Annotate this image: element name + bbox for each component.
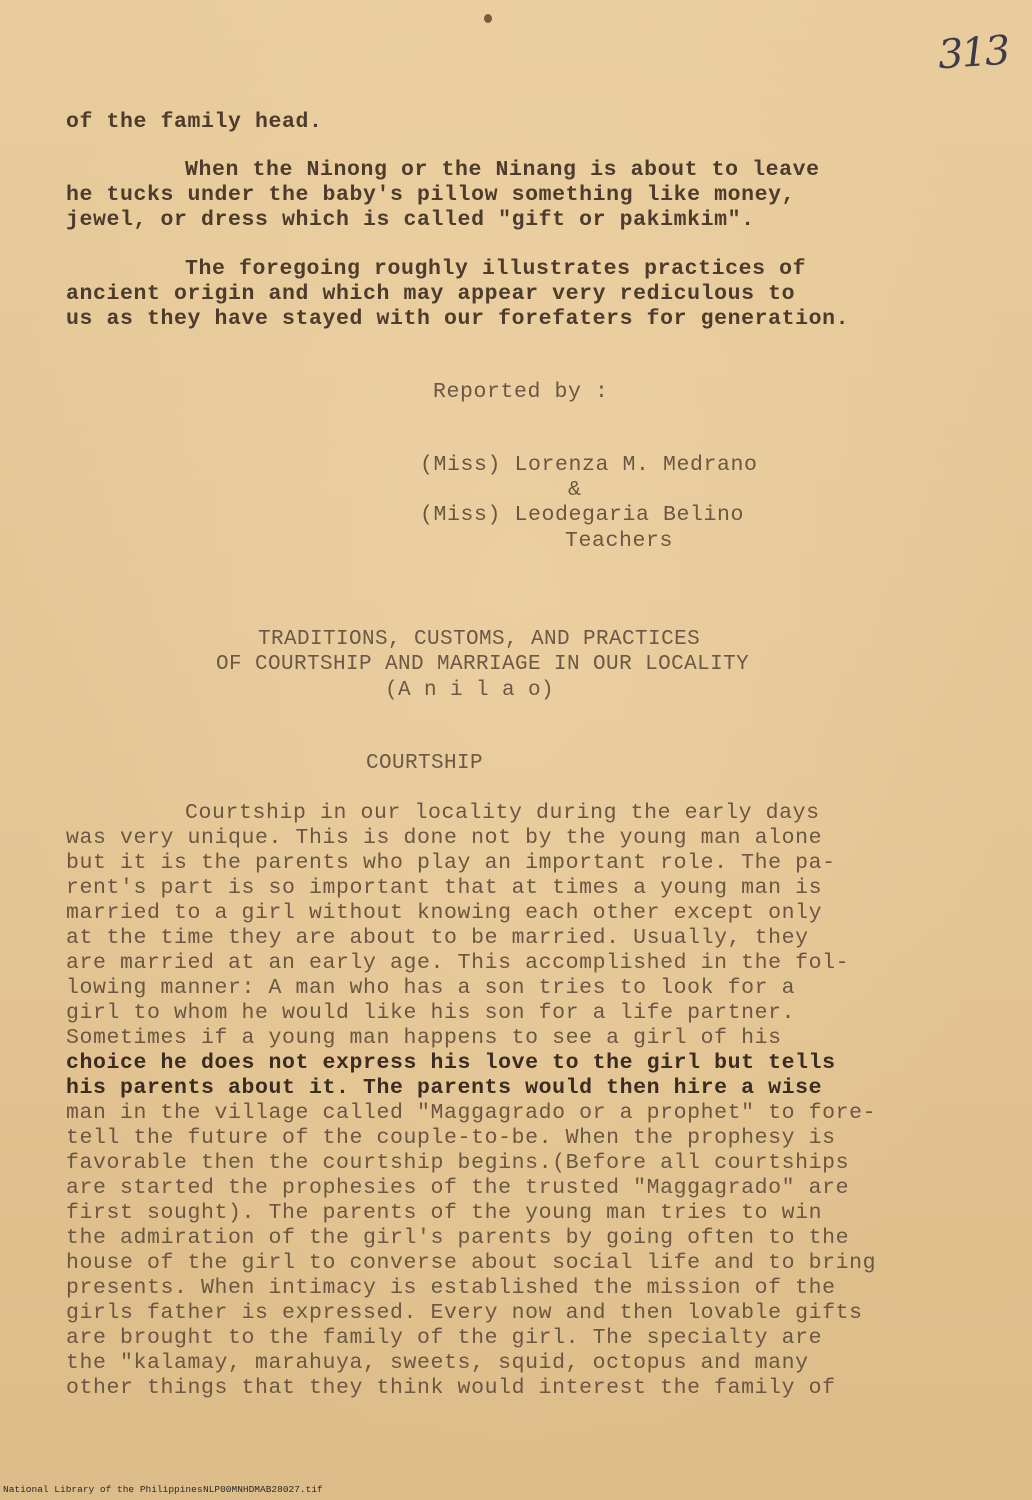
- footer-library: National Library of the Philippines: [3, 1484, 203, 1495]
- courtship-line: man in the village called "Maggagrado or a prophet" to fore-: [66, 1101, 877, 1125]
- courtship-line: house of the girl to converse about social life and to bring: [66, 1251, 877, 1275]
- paragraph1-line: When the Ninong or the Ninang is about to leave: [185, 158, 820, 182]
- paragraph2-line: The foregoing roughly illustrates practices of: [185, 257, 807, 281]
- reporter-name-1: (Miss) Lorenza M. Medrano: [420, 453, 758, 477]
- courtship-line: married to a girl without knowing each other except only: [66, 901, 823, 925]
- courtship-line: other things that they think would interest the family of: [66, 1376, 836, 1400]
- courtship-line: tell the future of the couple-to-be. When the prophesy is: [66, 1126, 836, 1150]
- section-heading: COURTSHIP: [366, 752, 484, 775]
- paragraph1-line: jewel, or dress which is called "gift or pakimkim".: [66, 208, 755, 232]
- intro-line: of the family head.: [66, 110, 323, 134]
- footer-filename: NLP00MNHDMAB28027.tif: [203, 1484, 323, 1495]
- courtship-line: at the time they are about to be married. Usually, they: [66, 926, 809, 950]
- courtship-line: are married at an early age. This accomplished in the fol-: [66, 951, 850, 975]
- reported-by-label: Reported by :: [433, 380, 609, 404]
- ink-spot: [484, 14, 492, 23]
- courtship-line: Sometimes if a young man happens to see a girl of his: [66, 1026, 782, 1050]
- handwritten-page-number: 313: [936, 27, 1010, 79]
- courtship-line: girls father is expressed. Every now and then lovable gifts: [66, 1301, 863, 1325]
- reporter-name-2: (Miss) Leodegaria Belino: [420, 503, 745, 527]
- courtship-line: his parents about it. The parents would then hire a wise: [66, 1076, 823, 1100]
- courtship-line: favorable then the courtship begins.(Before all courtships: [66, 1151, 850, 1175]
- courtship-line: Courtship in our locality during the early days: [185, 801, 820, 825]
- reporter-ampersand: &: [568, 478, 582, 502]
- courtship-line: rent's part is so important that at times a young man is: [66, 876, 823, 900]
- courtship-line: choice he does not express his love to the girl but tells: [66, 1051, 836, 1075]
- courtship-line: the "kalamay, marahuya, sweets, squid, octopus and many: [66, 1351, 809, 1375]
- title-line-2: OF COURTSHIP AND MARRIAGE IN OUR LOCALITY: [216, 653, 750, 676]
- paragraph1-line: he tucks under the baby's pillow something like money,: [66, 183, 796, 207]
- courtship-line: lowing manner: A man who has a son tries to look for a: [66, 976, 796, 1000]
- courtship-line: the admiration of the girl's parents by going often to the: [66, 1226, 850, 1250]
- courtship-line: girl to whom he would like his son for a life partner.: [66, 1001, 796, 1025]
- courtship-line: was very unique. This is done not by the young man alone: [66, 826, 823, 850]
- title-line-1: TRADITIONS, CUSTOMS, AND PRACTICES: [258, 628, 701, 651]
- title-line-3: (A n i l a o): [385, 679, 555, 702]
- reporter-role: Teachers: [565, 529, 674, 553]
- courtship-line: are brought to the family of the girl. The specialty are: [66, 1326, 823, 1350]
- paragraph2-line: ancient origin and which may appear very rediculous to: [66, 282, 796, 306]
- courtship-line: first sought). The parents of the young man tries to win: [66, 1201, 823, 1225]
- courtship-line: presents. When intimacy is established the mission of the: [66, 1276, 836, 1300]
- courtship-line: are started the prophesies of the trusted "Maggagrado" are: [66, 1176, 850, 1200]
- paragraph2-line: us as they have stayed with our forefaters for generation.: [66, 307, 850, 331]
- courtship-line: but it is the parents who play an important role. The pa-: [66, 851, 836, 875]
